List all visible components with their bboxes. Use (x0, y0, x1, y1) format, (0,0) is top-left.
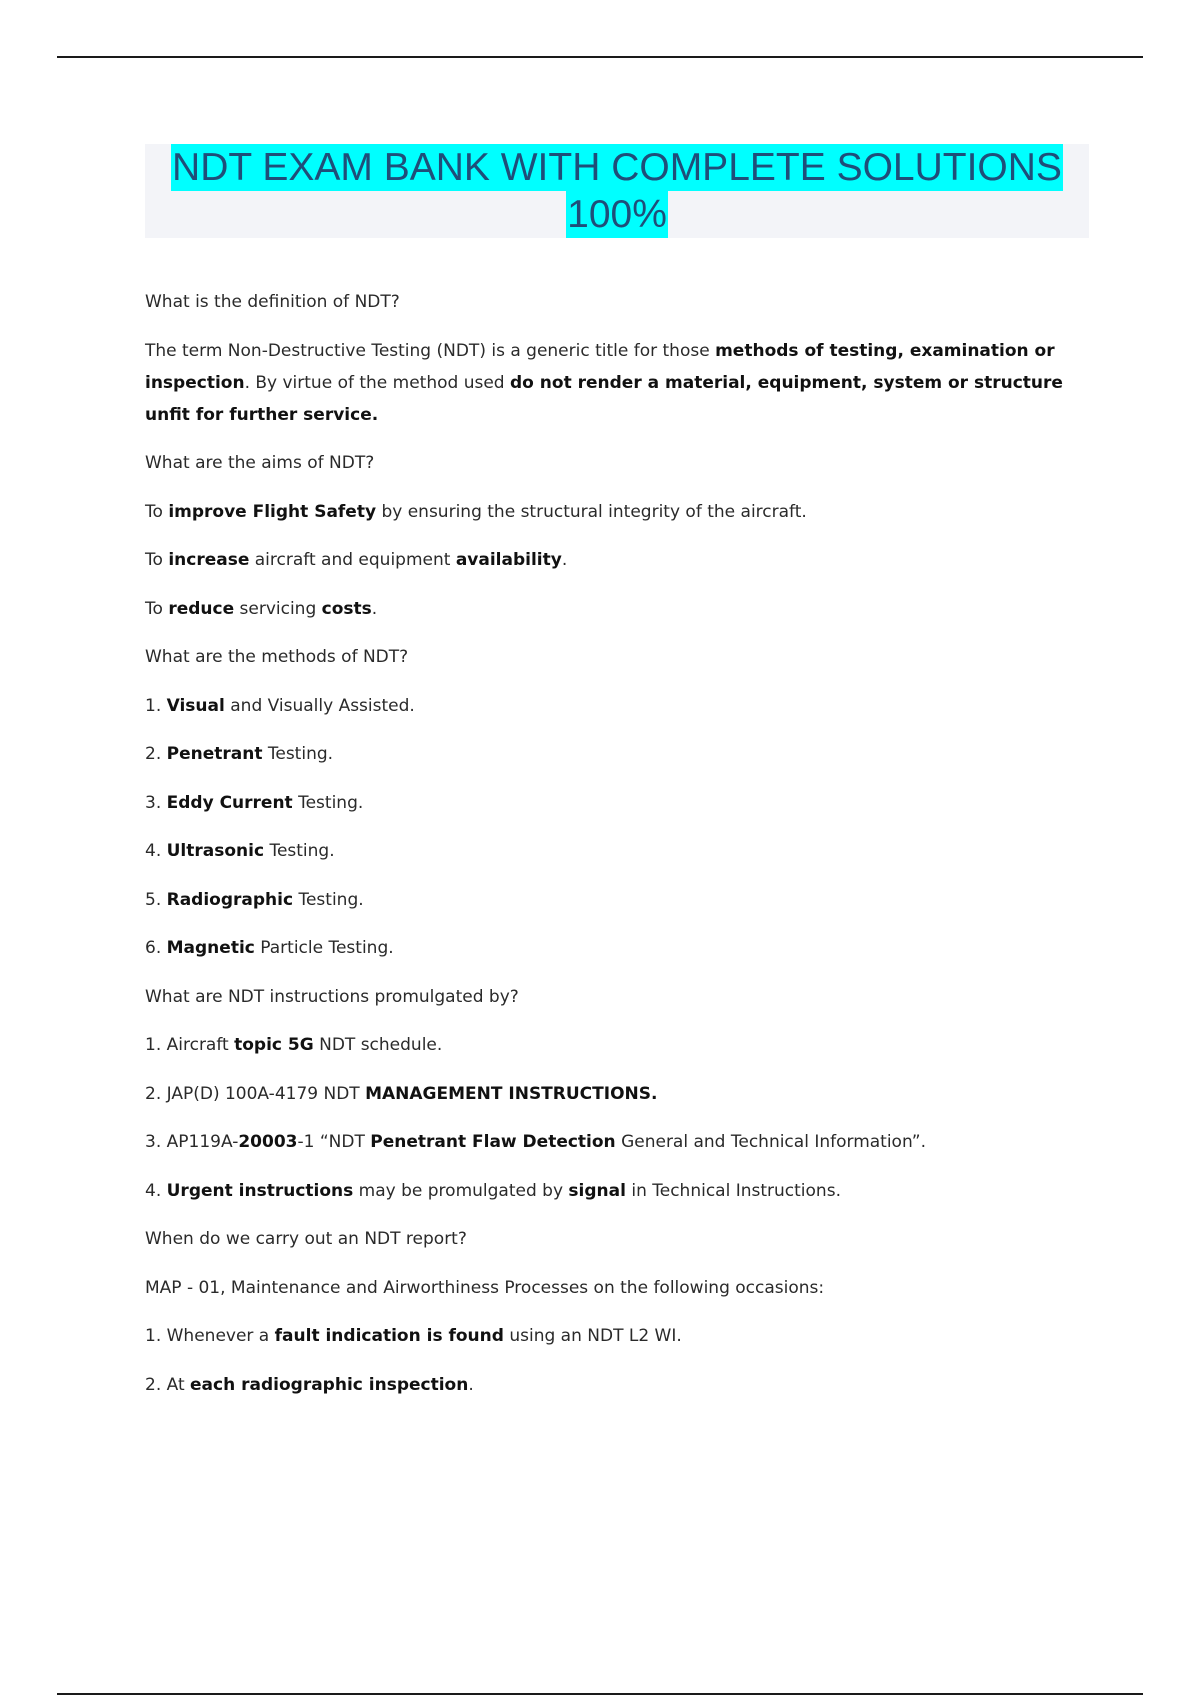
question-instructions: What are NDT instructions promulgated by? (145, 986, 519, 1007)
method-number: 5. (145, 889, 167, 910)
aim-text: . (561, 550, 568, 570)
method-name: Radiographic (166, 889, 294, 910)
aim-text: . (371, 598, 378, 619)
method-item (145, 835, 1095, 867)
occasion-bold: fault indication is found (274, 1326, 504, 1346)
document-title-line-2: 100% (567, 193, 667, 236)
instruction-bold: signal (568, 1180, 626, 1201)
map-line: MAP - 01, Maintenance and Airworthiness Processes on the following occasions: (145, 1277, 825, 1298)
method-text: Testing. (262, 744, 334, 764)
answer-text: . By virtue of the method used (244, 372, 511, 393)
occasion-text: . (468, 1374, 474, 1395)
answer-bold: do not render a material, equipment, system or structure unfit for further service. (145, 372, 1063, 425)
method-text: Testing. (293, 889, 364, 910)
method-text: Testing. (264, 841, 335, 861)
instruction-item (145, 1078, 1095, 1110)
instruction-item (145, 1175, 1095, 1207)
occasion-text: 2. At (145, 1374, 191, 1395)
instruction-text: 2. JAP(D) 100A-4179 NDT (145, 1083, 366, 1104)
method-item (145, 738, 1095, 770)
method-text: Testing. (292, 792, 364, 813)
footer-rule (57, 1693, 1143, 1695)
aim-text: servicing (234, 598, 322, 619)
occasion-item (145, 1320, 1095, 1352)
title-block (145, 144, 1089, 238)
method-name: Ultrasonic (166, 841, 265, 861)
instruction-bold: Urgent instructions (166, 1180, 354, 1201)
method-name: Visual (166, 695, 225, 716)
method-item (145, 787, 1095, 819)
document-title-line-1: NDT EXAM BANK WITH COMPLETE SOLUTIONS (172, 146, 1062, 189)
occasion-bold: each radiographic inspection (190, 1374, 469, 1395)
occasion-item (145, 1369, 1095, 1401)
instruction-item (145, 1029, 1095, 1061)
method-text: Particle Testing. (254, 938, 394, 958)
aim-text: To (145, 550, 169, 570)
question-definition: What is the definition of NDT? (145, 292, 400, 312)
occasion-text: 1. Whenever a (145, 1326, 275, 1346)
occasion-text: using an NDT L2 WI. (503, 1326, 682, 1346)
instruction-text: 1. Aircraft (145, 1035, 235, 1055)
question-aims: What are the aims of NDT? (145, 453, 375, 473)
method-number: 4. (145, 841, 167, 861)
instruction-text: 4. (145, 1180, 167, 1201)
method-item (145, 932, 1095, 964)
answer-text: The term Non-Destructive Testing (NDT) is a generic title for those (145, 340, 716, 361)
aim-item (145, 593, 1095, 625)
aim-bold: reduce (168, 598, 235, 619)
method-text: and Visually Assisted. (224, 695, 415, 716)
aim-text: To (145, 501, 169, 522)
method-number: 6. (145, 938, 167, 958)
aim-bold: availability (455, 550, 562, 570)
method-name: Penetrant (166, 744, 263, 764)
instruction-bold: topic 5G (234, 1035, 314, 1055)
aim-bold: improve Flight Safety (168, 501, 377, 522)
aim-item (145, 544, 1095, 576)
instruction-text: in Technical Instructions. (625, 1180, 841, 1201)
instruction-text: General and Technical Information”. (615, 1132, 927, 1152)
instruction-text: NDT schedule. (313, 1035, 443, 1055)
aim-bold: costs (321, 598, 372, 619)
instruction-text: may be promulgated by (353, 1180, 569, 1201)
header-rule (57, 56, 1143, 58)
instruction-text: -1 “NDT (297, 1132, 371, 1152)
aim-text: To (145, 598, 169, 619)
instruction-bold: Penetrant Flaw Detection (370, 1132, 616, 1152)
instruction-text: 3. AP119A- (145, 1132, 239, 1152)
aim-bold: increase (168, 550, 250, 570)
method-name: Eddy Current (166, 792, 293, 813)
method-number: 2. (145, 744, 167, 764)
question-report: When do we carry out an NDT report? (145, 1229, 467, 1249)
method-item (145, 690, 1095, 722)
instruction-item (145, 1126, 1095, 1158)
aim-text: aircraft and equipment (249, 550, 456, 570)
aim-text: by ensuring the structural integrity of the aircraft. (376, 501, 807, 522)
instruction-bold: 20003 (238, 1132, 298, 1152)
question-methods: What are the methods of NDT? (145, 647, 409, 667)
instruction-bold: MANAGEMENT INSTRUCTIONS. (365, 1083, 658, 1104)
answer-definition (145, 335, 1095, 431)
document-body (145, 286, 1095, 1417)
method-name: Magnetic (166, 938, 255, 958)
method-number: 3. (145, 792, 167, 813)
method-number: 1. (145, 695, 167, 716)
method-item (145, 884, 1095, 916)
answer-bold: methods of testing, examination or inspection (145, 340, 1055, 393)
aim-item (145, 496, 1095, 528)
